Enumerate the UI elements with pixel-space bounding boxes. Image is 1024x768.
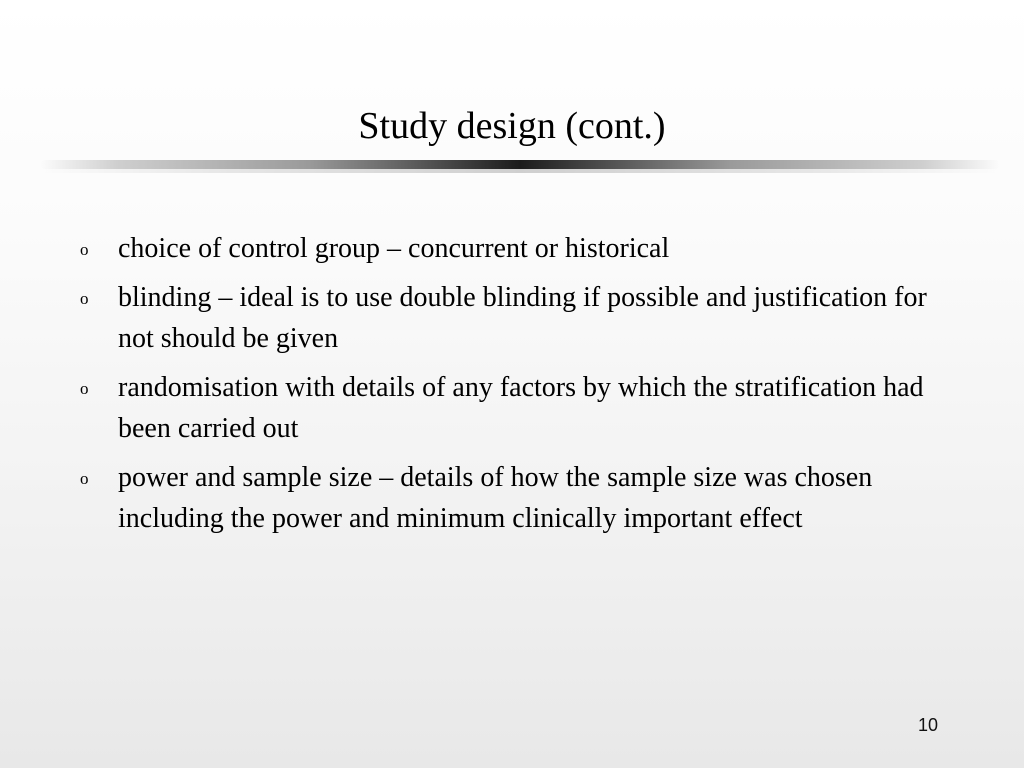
bullet-icon: o	[80, 289, 89, 308]
slide-title: Study design (cont.)	[358, 105, 666, 147]
bullet-item	[76, 277, 956, 359]
title-underline-divider	[40, 157, 1000, 173]
bullet-icon: o	[80, 240, 89, 259]
bullet-icon: o	[80, 379, 89, 398]
title-underline-shadow	[40, 169, 1000, 173]
title-underline-bar	[40, 160, 1000, 169]
bullet-text: blinding – ideal is to use double blinding if possible and justification for not should be given	[118, 282, 927, 354]
bullet-item	[76, 457, 956, 539]
bullet-item	[76, 228, 956, 269]
bullet-list	[76, 228, 956, 547]
bullet-item	[76, 367, 956, 449]
bullet-text: power and sample size – details of how the sample size was chosen including the power and minimum clinically important effect	[118, 462, 873, 534]
slide-page-number: 10	[917, 715, 938, 735]
bullet-text: choice of control group – concurrent or historical	[118, 233, 670, 264]
bullet-text: randomisation with details of any factors by which the stratification had been carried out	[118, 372, 924, 444]
bullet-icon: o	[80, 469, 89, 488]
